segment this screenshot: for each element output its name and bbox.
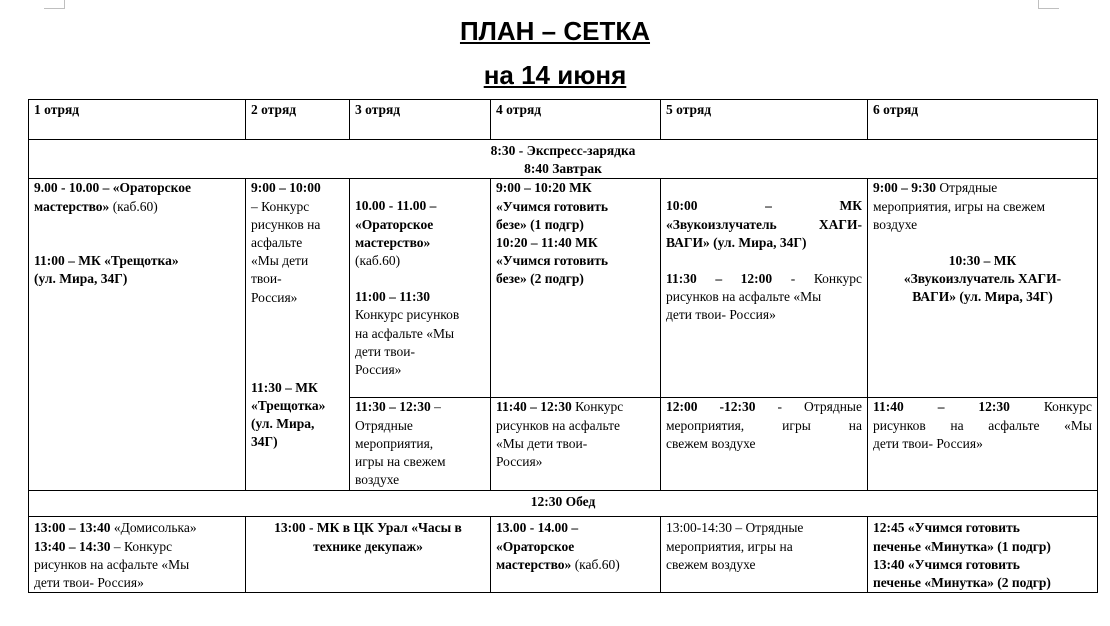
- cell-squad-4-afternoon: [491, 517, 661, 593]
- event-line: свежем воздухе: [666, 556, 756, 572]
- event-time: 9.00 - 10.00 – «Ораторское: [34, 180, 191, 196]
- event-line: рисунков на асфальте «Мы: [34, 556, 190, 572]
- event-time: 13:40 – 14:30: [34, 538, 111, 554]
- cell-squad-5-late: [661, 398, 868, 491]
- event-line: «Учимся готовить: [496, 198, 608, 214]
- cell-squad-3-morning: [350, 179, 491, 398]
- event-line: (ул. Мира, 34Г): [34, 271, 128, 287]
- cell-squad-2-morning: [246, 179, 350, 491]
- event-line: «Домисолька»: [110, 520, 197, 536]
- event-line: рисунков на асфальте «Мы: [873, 417, 1092, 433]
- morning-exercise: 8:30 - Экспресс-зарядка: [490, 143, 636, 158]
- event-title: ВАГИ» (ул. Мира, 34Г): [666, 234, 807, 250]
- event-line: «Мы дети твои-: [496, 435, 588, 451]
- event-line: дети твои- Россия»: [666, 307, 776, 323]
- event-time: 11:40 – 12:30: [496, 399, 572, 415]
- cell-squad-3-late: [350, 398, 491, 491]
- event-line: твои-: [251, 271, 282, 287]
- event-line: дети твои-: [355, 343, 416, 359]
- event-line: –: [430, 399, 441, 415]
- event-title: «Звукоизлучатель ХАГИ-: [903, 271, 1062, 287]
- header-cell: 5 отряд: [661, 100, 868, 140]
- event-room: (каб.60): [109, 198, 158, 214]
- lunch-row: [29, 491, 1098, 517]
- event-time: 10.00 - 11.00 –: [355, 198, 437, 214]
- cell-squad-4-late: [491, 398, 661, 491]
- event-line: асфальте: [251, 235, 303, 251]
- cell-squad-6-morning: [868, 179, 1098, 398]
- header-cell: 4 отряд: [491, 100, 661, 140]
- event-line: рисунков на асфальте «Мы: [666, 289, 822, 305]
- event-line: (ул. Мира,: [251, 416, 315, 432]
- event-room: (каб.60): [355, 253, 401, 269]
- event-line: - Конкурс: [772, 271, 862, 287]
- event-line: Конкурс рисунков: [355, 307, 460, 323]
- event-line: мероприятия,: [355, 435, 434, 451]
- event-time: 13:00-14:30: [666, 520, 732, 536]
- event-line: рисунков на: [251, 216, 321, 232]
- event-line: печенье «Минутка» (2 подгр): [873, 575, 1051, 591]
- cell-squad-2-3-afternoon: [246, 517, 491, 593]
- header-row: [29, 100, 1098, 140]
- event-line: безе» (2 подгр): [496, 271, 584, 287]
- event-line: 13:00 - МК в ЦК Урал «Часы в: [274, 520, 462, 536]
- event-title: «Ораторское: [496, 538, 575, 554]
- schedule-row-afternoon: [29, 517, 1098, 593]
- event-line: свежем воздухе: [666, 435, 756, 451]
- document-title: ПЛАН – СЕТКА: [459, 16, 651, 46]
- event-title: «Звукоизлучатель ХАГИ-: [666, 216, 862, 232]
- header-cell: 1 отряд: [29, 100, 246, 140]
- morning-row: [29, 140, 1098, 179]
- page-corner-mark-right: [1038, 0, 1059, 9]
- event-dash: –: [765, 198, 772, 214]
- event-line: - Отрядные: [755, 399, 862, 415]
- event-line: 12:45 «Учимся готовить: [873, 520, 1020, 536]
- event-line: Конкурс: [571, 399, 624, 415]
- event-time: 11:00 – 11:30: [355, 289, 431, 305]
- event-title: «Ораторское: [355, 216, 434, 232]
- event-time: 13.00 - 14.00 –: [496, 520, 579, 536]
- event-line: 11:00 – МК «Трещотка»: [34, 252, 179, 268]
- event-type: МК: [839, 198, 862, 214]
- event-line: – Отрядные: [732, 520, 804, 536]
- event-line: воздухе: [873, 216, 918, 232]
- event-time: 13:00 – 13:40: [34, 520, 111, 536]
- event-time: 10:30 – МК: [948, 253, 1017, 269]
- event-line: Россия»: [355, 362, 402, 378]
- schedule-row-morning: [29, 179, 1098, 398]
- event-line: дети твои- Россия»: [34, 575, 144, 591]
- event-title: мастерство»: [355, 234, 431, 250]
- event-line: – Конкурс: [251, 198, 310, 214]
- cell-squad-5-morning: [661, 179, 868, 398]
- lunch-cell: 12:30 Обед: [29, 491, 1098, 517]
- event-line: «Трещотка»: [251, 398, 326, 414]
- event-line: 11:30 – МК: [251, 379, 318, 395]
- event-line: «Учимся готовить: [496, 253, 608, 269]
- event-line: Россия»: [251, 289, 298, 305]
- event-line: «Мы дети: [251, 253, 309, 269]
- cell-squad-1-afternoon: [29, 517, 246, 593]
- event-line: 10:20 – 11:40 МК: [496, 235, 598, 251]
- event-line: Отрядные: [936, 180, 998, 196]
- event-time: 11:30 – 12:00: [666, 271, 773, 287]
- event-time: 9:00 – 10:00: [251, 180, 321, 196]
- event-line: воздухе: [355, 472, 400, 488]
- event-title: ВАГИ» (ул. Мира, 34Г): [912, 289, 1053, 305]
- cell-squad-6-late: [868, 398, 1098, 491]
- event-line: технике декупаж»: [313, 538, 423, 554]
- event-time: 11:30 – 12:30: [355, 399, 431, 415]
- event-line: игры на свежем: [355, 454, 446, 470]
- event-line: безе» (1 подгр): [496, 216, 584, 232]
- cell-squad-4-morning: [491, 179, 661, 398]
- event-line: рисунков на асфальте: [496, 417, 621, 433]
- event-title: мастерство»: [34, 198, 110, 214]
- event-time: 9:00 – 9:30: [873, 180, 936, 196]
- event-line: дети твои- Россия»: [873, 435, 983, 451]
- header-cell: 3 отряд: [350, 100, 491, 140]
- cell-squad-1-morning: [29, 179, 246, 491]
- cell-squad-5-afternoon: [661, 517, 868, 593]
- event-time: 11:40 – 12:30: [873, 399, 1010, 415]
- header-cell: 2 отряд: [246, 100, 350, 140]
- header-cell: 6 отряд: [868, 100, 1098, 140]
- morning-cell: [29, 140, 1098, 179]
- cell-squad-6-afternoon: [868, 517, 1098, 593]
- event-room: (каб.60): [571, 556, 620, 572]
- event-line: 34Г): [251, 434, 278, 450]
- event-line: 9:00 – 10:20 МК: [496, 180, 592, 196]
- event-line: Россия»: [496, 454, 543, 470]
- event-line: 13:40 «Учимся готовить: [873, 556, 1020, 572]
- event-time: 12:00 -12:30: [666, 399, 756, 415]
- event-time: 10:00: [666, 198, 698, 214]
- event-line: на асфальте «Мы: [355, 325, 455, 341]
- event-line: мероприятия, игры на свежем: [873, 198, 1046, 214]
- page-corner-mark-left: [44, 0, 65, 9]
- event-line: печенье «Минутка» (1 подгр): [873, 538, 1051, 554]
- event-title: мастерство»: [496, 556, 572, 572]
- event-line: – Конкурс: [110, 538, 173, 554]
- schedule-table: [28, 99, 1098, 593]
- event-line: мероприятия, игры на: [666, 417, 862, 433]
- document-subtitle: на 14 июня: [483, 60, 627, 90]
- morning-breakfast: 8:40 Завтрак: [524, 161, 602, 177]
- event-line: Отрядные: [355, 417, 413, 433]
- event-line: мероприятия, игры на: [666, 538, 793, 554]
- event-line: Конкурс: [1009, 399, 1092, 415]
